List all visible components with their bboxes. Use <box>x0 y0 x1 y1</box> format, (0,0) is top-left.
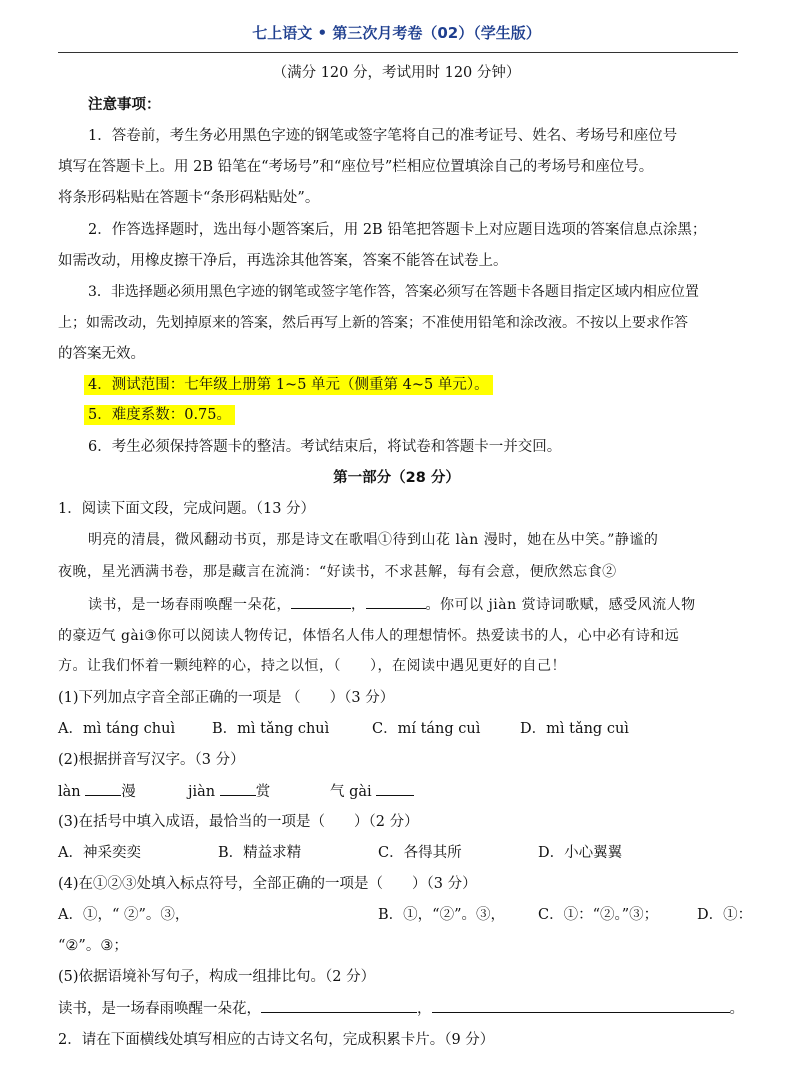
q1-sub4-option-d-continued: “②”。③； <box>58 938 128 954</box>
notice-item-1-line-3: 将条形码粘贴在答题卡“条形码粘贴处”。 <box>58 190 320 206</box>
q1-prompt: 1．阅读下面文段，完成问题。（13 分） <box>58 501 316 517</box>
notice-item-5-highlight: 5．难度系数：0.75。 <box>84 405 235 425</box>
q2-prompt: 2．请在下面横线处填写相应的古诗文名句，完成积累卡片。（9 分） <box>58 1032 495 1048</box>
exam-header-title: 七上语文 • 第三次月考卷（02）（学生版） <box>252 24 541 42</box>
q1-passage-line-4: 的豪迈气 gài③你可以阅读人物传记，体悟名人伟人的理想情怀。热爱读书的人，心中必有诗和远 <box>58 628 680 644</box>
notice-item-1-line-2: 填写在答题卡上。用 2B 铅笔在“考场号”和“座位号”栏相应位置填涂自己的考场号和座位号。 <box>58 159 654 175</box>
q1-sub4-prompt: (4)在①②③处填入标点符号，全部正确的一项是（ ）（3 分） <box>58 876 477 892</box>
q1-sub1-option-b[interactable]: B．mì tǎng chuì <box>212 721 330 737</box>
q1-sub3-option-c[interactable]: C．各得其所 <box>378 845 462 861</box>
q1-passage-line-1: 明亮的清晨，微风翻动书页，那是诗文在歌唱①待到山花 làn 漫时，她在丛中笑。”静谧的 <box>88 532 659 548</box>
q1-sub2-blank-1[interactable] <box>85 781 121 796</box>
q1-passage-line-5: 方。让我们怀着一颗纯粹的心，持之以恒，（ ），在阅读中遇见更好的自己！ <box>58 658 566 674</box>
notice-heading: 注意事项： <box>88 97 161 113</box>
header-divider <box>58 52 738 53</box>
q1-sub3-option-d[interactable]: D．小心翼翼 <box>538 845 623 861</box>
q1-sub5-blank-2[interactable] <box>432 998 730 1013</box>
q1-sub2-blank-2[interactable] <box>220 781 256 796</box>
q1-sub4-option-b[interactable]: B．①，“②”。③， <box>378 907 505 923</box>
q1-sub4-option-d[interactable]: D．①： <box>697 907 753 923</box>
q1-sub3-option-a[interactable]: A．神采奕奕 <box>58 845 141 861</box>
section-1-title: 第一部分（28 分） <box>333 470 460 486</box>
q1-sub1-prompt: (1)下列加点字音全部正确的一项是 （ ）（3 分） <box>58 690 395 706</box>
q1-sub2-item-3: 气 gài <box>330 781 414 802</box>
notice-item-1-line-1: 1．答卷前，考生务必用黑色字迹的钢笔或签字笔将自己的准考证号、姓名、考场号和座位号 <box>88 128 678 144</box>
exam-subtitle: （满分 120 分，考试用时 120 分钟） <box>272 65 521 81</box>
q1-sub1-option-a[interactable]: A．mì táng chuì <box>58 721 176 737</box>
q1-sub2-item-1: làn 漫 <box>58 781 136 802</box>
q1-sub3-prompt: (3)在括号中填入成语，最恰当的一项是（ ）（2 分） <box>58 814 419 830</box>
q1-sub1-option-c[interactable]: C．mí táng cuì <box>372 721 481 737</box>
q1-sub2-blank-3[interactable] <box>376 781 414 796</box>
q1-sub5-answer-line: 读书，是一场春雨唤醒一朵花， ， 。 <box>58 998 744 1019</box>
q1-sub5-prompt: (5)依据语境补写句子，构成一组排比句。（2 分） <box>58 969 376 985</box>
q1-passage-line-3: 读书，是一场春雨唤醒一朵花， ， 。你可以 jiàn 赏诗词歌赋，感受风流人物 <box>88 594 696 615</box>
q1-passage-blank-1[interactable] <box>291 594 351 609</box>
notice-item-3-line-2: 上；如需改动，先划掉原来的答案，然后再写上新的答案；不准使用铅笔和涂改液。不按以上要求作答 <box>58 315 688 331</box>
q1-passage-blank-2[interactable] <box>366 594 426 609</box>
notice-item-3-line-3: 的答案无效。 <box>58 346 145 362</box>
notice-item-4-highlight: 4．测试范围：七年级上册第 1~5 单元（侧重第 4~5 单元）。 <box>84 375 493 395</box>
q1-sub4-option-c[interactable]: C．①：“②。”③； <box>538 907 659 923</box>
q1-sub2-item-2: jiàn 赏 <box>188 781 270 802</box>
q1-sub2-prompt: (2)根据拼音写汉字。（3 分） <box>58 752 245 768</box>
notice-item-2-line-2: 如需改动，用橡皮擦干净后，再选涂其他答案，答案不能答在试卷上。 <box>58 253 508 269</box>
notice-item-3-line-1: 3．非选择题必须用黑色字迹的钢笔或签字笔作答，答案必须写在答题卡各题目指定区域内相应位置 <box>88 284 699 300</box>
q1-passage-line-2: 夜晚，星光洒满书卷，那是藏言在流淌：“好读书，不求甚解，每有会意，便欣然忘食② <box>58 564 617 580</box>
q1-sub4-option-a[interactable]: A．①，“ ②”。③， <box>58 907 190 923</box>
q1-sub3-option-b[interactable]: B．精益求精 <box>218 845 302 861</box>
q1-sub1-option-d[interactable]: D．mì tǎng cuì <box>520 721 629 737</box>
notice-item-2-line-1: 2．作答选择题时，选出每小题答案后，用 2B 铅笔把答题卡上对应题目选项的答案信息点涂黑； <box>88 222 707 238</box>
notice-item-6: 6．考生必须保持答题卡的整洁。考试结束后，将试卷和答题卡一并交回。 <box>88 439 562 455</box>
q1-sub5-blank-1[interactable] <box>261 998 417 1013</box>
